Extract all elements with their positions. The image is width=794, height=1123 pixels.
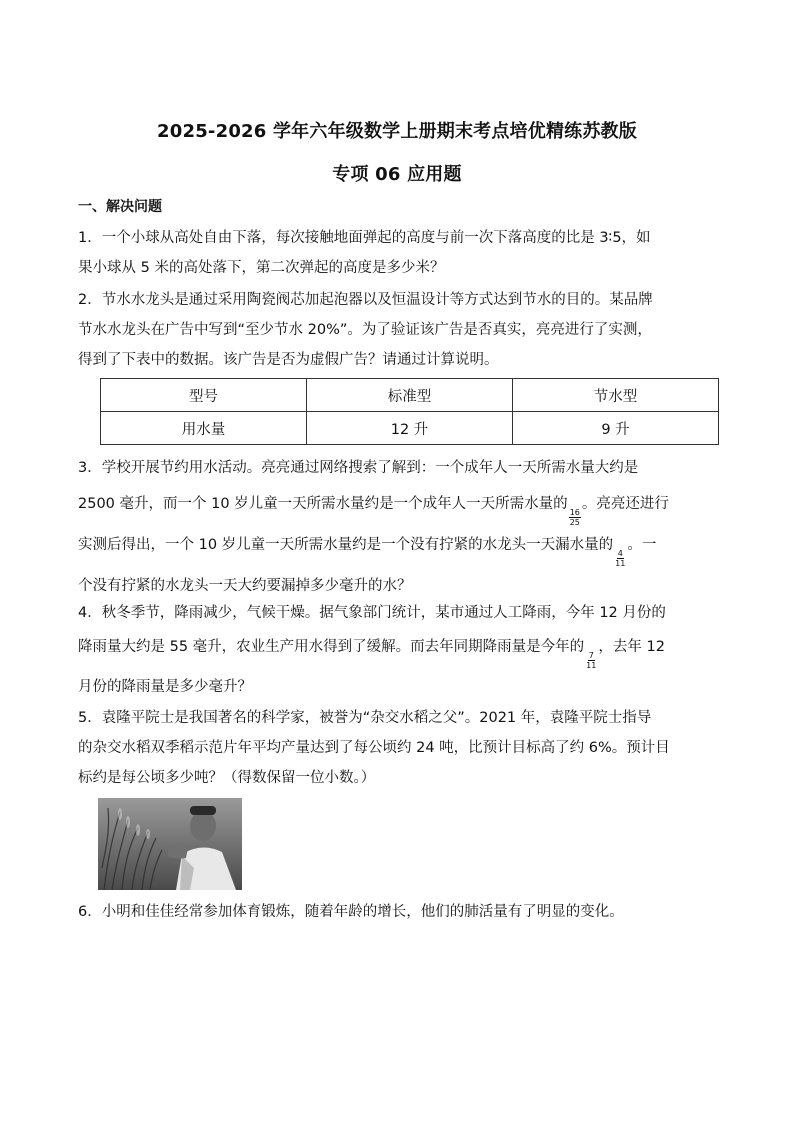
question-1-line-1: 1．一个小球从高处自由下落，每次接触地面弹起的高度与前一次下落高度的比是 3∶5，如 [78, 230, 651, 246]
question-3-text: 。一 [627, 537, 657, 553]
document-title: 2025-2026 学年六年级数学上册期末考点培优精练苏教版 [157, 121, 637, 142]
question-4-line-2 [78, 630, 718, 670]
question-3-line-2 [78, 486, 718, 527]
question-3-text: 2500 毫升，而一个 10 岁儿童一天所需水量约是一个成年人一天所需水量的 [78, 496, 568, 512]
table-header-cell: 节水型 [513, 379, 719, 412]
question-2 [78, 285, 718, 375]
question-2-line-2: 节水水龙头在广告中写到“至少节水 20%”。为了验证该广告是否真实，亮亮进行了实测， [78, 322, 652, 338]
table-header-row [101, 379, 719, 412]
fraction-denominator: 11 [615, 559, 626, 568]
question-3-line-1: 3．学校开展节约用水活动。亮亮通过网络搜索了解到：一个成年人一天所需水量大约是 [78, 460, 639, 476]
question-3-text: 实测后得出，一个 10 岁儿童一天所需水量约是一个没有拧紧的水龙头一天漏水量的 [78, 537, 614, 553]
question-5 [78, 703, 718, 793]
question-2-line-3: 得到了下表中的数据。该广告是否为虚假广告？请通过计算说明。 [78, 352, 499, 368]
question-5-line-3: 标约是每公顷多少吨？（得数保留一位小数。） [78, 770, 376, 786]
fraction [585, 651, 597, 670]
table-cell: 用水量 [101, 412, 307, 445]
fraction-numerator: 4 [617, 549, 623, 558]
fraction [614, 549, 626, 568]
table-cell: 12 升 [307, 412, 513, 445]
question-4-line-3: 月份的降雨量是多少毫升？ [78, 679, 252, 695]
fraction-numerator: 7 [588, 651, 594, 660]
question-4 [78, 596, 718, 704]
question-3-text: 。亮亮还进行 [581, 496, 669, 512]
section-heading: 一、解决问题 [78, 199, 162, 215]
document-subtitle: 专项 06 应用题 [332, 164, 462, 185]
question-4-text: ，去年 12 [598, 639, 665, 655]
question-2-line-1: 2．节水水龙头是通过采用陶瓷阀芯加起泡器以及恒温设计等方式达到节水的目的。某品牌 [78, 292, 653, 308]
photo-illustration [98, 798, 242, 890]
question-1 [78, 223, 718, 283]
question-1-line-2: 果小球从 5 米的高处落下，第二次弹起的高度是多少米？ [78, 260, 445, 276]
question-6-line-1: 6．小明和佳佳经常参加体育锻炼，随着年龄的增长，他们的肺活量有了明显的变化。 [78, 904, 624, 920]
table-row [101, 412, 719, 445]
fraction-numerator: 16 [569, 508, 580, 517]
question-3-line-3 [78, 527, 718, 568]
fraction-denominator: 25 [569, 518, 580, 527]
table-header-cell: 型号 [101, 379, 307, 412]
question-5-line-2: 的杂交水稻双季稻示范片年平均产量达到了每公顷约 24 吨，比预计目标高了约 6%。预计目 [78, 740, 670, 756]
question-3 [78, 450, 718, 604]
fraction-denominator: 11 [586, 661, 597, 670]
question-5-line-1: 5．袁隆平院士是我国著名的科学家，被誉为“杂交水稻之父”。2021 年，袁隆平院士指导 [78, 710, 652, 726]
water-usage-table [100, 378, 719, 445]
question-4-text: 降雨量大约是 55 毫升，农业生产用水得到了缓解。而去年同期降雨量是今年的 [78, 639, 585, 655]
fraction [569, 508, 581, 527]
question-4-line-1: 4．秋冬季节，降雨减少，气候干燥。据气象部门统计，某市通过人工降雨，今年 12 月份的 [78, 605, 666, 621]
question-3-line-4: 个没有拧紧的水龙头一天大约要漏掉多少毫升的水？ [78, 578, 412, 594]
table-header-cell: 标准型 [307, 379, 513, 412]
rice-field-photo [98, 798, 242, 890]
question-6 [78, 897, 718, 927]
table-cell: 9 升 [513, 412, 719, 445]
